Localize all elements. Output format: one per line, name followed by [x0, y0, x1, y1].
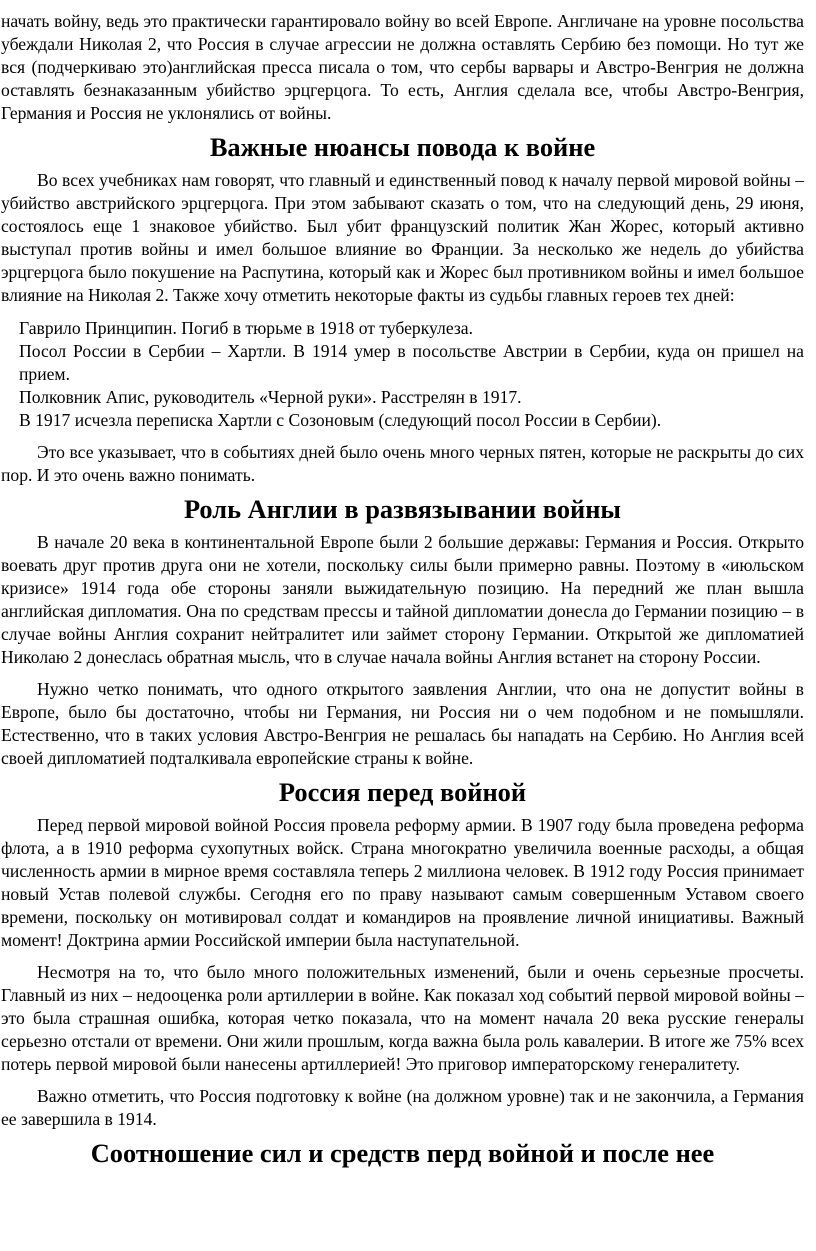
- paragraph-black-spots: Это все указывает, что в событиях дней было очень много черных пятен, которые не раскрыты до сих пор. И это очень важно понимать.: [1, 442, 804, 485]
- paragraph-pretext: Во всех учебниках нам говорят, что главный и единственный повод к началу первой мировой войны – убийство австрийского эрцгерцога. При этом забывают сказать о том, что на следующий день, 29 июня, состоялось еще 1 знаковое убийство. Был убит французский политик Жан Жорес, который активно выступал против войны и имел большое влияние во Франции. За несколько же недель до убийства эрцгерцога было покушение на Распутина, который как и Жорес был противником войны и имел большое влияние на Николая 2. Также хочу отметить некоторые факты из судьбы главных героев тех дней:: [1, 170, 804, 305]
- heading-war-pretext: Важные нюансы повода к войне: [209, 132, 596, 162]
- paragraph-army-reform: Перед первой мировой войной Россия провела реформу армии. В 1907 году была проведена реформа флота, а в 1910 реформа сухопутных войск. Страна многократно увеличила военные расходы, а общая численность армии в мирное время составляла теперь 2 миллиона человек. В 1912 году Россия принимает новый Устав полевой службы. Сегодня его по праву называют самым совершенным Уставом своего времени, поскольку он мотивировал солдат и командиров на проявление личной инициативы. Важный момент! Доктрина армии Российской империи была наступательной.: [1, 815, 804, 950]
- facts-list: [1, 317, 804, 432]
- paragraph-england-diplomacy: Нужно четко понимать, что одного открытого заявления Англии, что она не допустит войны в Европе, было бы достаточно, чтобы ни Германия, ни Россия ни о чем подобном и не помышляли. Естественно, что в таких условия Австро-Венгрия не решалась бы нападать на Сербию. Но Англия всей своей дипломатией подталкивала европейские страны к войне.: [1, 679, 804, 768]
- heading-england-role: Роль Англии в развязывании войны: [183, 494, 622, 524]
- paragraph-preparation: Важно отметить, что Россия подготовку к войне (на должном уровне) так и не закончила, а Германия ее завершила в 1914.: [1, 1086, 804, 1129]
- fact-item-princip: Гаврило Принципин. Погиб в тюрьме в 1918 от туберкулеза.: [19, 318, 474, 338]
- fact-item-correspondence: В 1917 исчезла переписка Хартли с Созоновым (следующий посол России в Сербии).: [19, 410, 662, 430]
- paragraph-great-powers: В начале 20 века в континентальной Европе были 2 большие державы: Германия и Россия. Открыто воевать друг против друга они не хотели, поскольку силы были примерно равны. Поэтому в «июльском кризисе» 1914 года обе стороны заняли выжидательную позицию. На передний же план вышла английская дипломатия. Она по средствам прессы и тайной дипломатии донесла до Германии позицию – в случае войны Англия сохранит нейтралитет или займет сторону Германии. Открытой же дипломатией Николаю 2 донеслась обратная мысль, что в случае начала войны Англия встанет на сторону России.: [1, 532, 804, 667]
- fact-item-hartley: Посол России в Сербии – Хартли. В 1914 умер в посольстве Австрии в Сербии, куда он пришел на прием.: [19, 341, 804, 384]
- paragraph-artillery-miscalculation: Несмотря на то, что было много положительных изменений, были и очень серьезные просчеты. Главный из них – недооценка роли артиллерии в войне. Как показал ход событий первой мировой войны – это была страшная ошибка, которая четко показала, что на момент начала 20 века русские генералы серьезно отстали от времени. Они жили прошлым, когда важна была роль кавалерии. В итоге же 75% всех потерь первой мировой были нанесены артиллерией! Это приговор императорскому генералитету.: [1, 962, 804, 1074]
- paragraph-war-europe: начать войну, ведь это практически гарантировало войну во всей Европе. Англичане на уровне посольства убеждали Николая 2, что Россия в случае агрессии не должна оставлять Сербию без помощи. Но тут же вся (подчеркиваю это)английская пресса писала о том, что сербы варвары и Австро-Венгрия не должна оставлять безнаказанным убийство эрцгерцога. То есть, Англия сделала все, чтобы Австро-Венгрия, Германия и Россия не уклонялись от войны.: [1, 11, 804, 123]
- heading-forces-ratio: Соотношение сил и средств перд войной и после нее: [90, 1138, 715, 1168]
- fact-item-apis: Полковник Апис, руководитель «Черной руки». Расстрелян в 1917.: [19, 387, 522, 407]
- heading-russia-before-war: Россия перед войной: [278, 777, 527, 807]
